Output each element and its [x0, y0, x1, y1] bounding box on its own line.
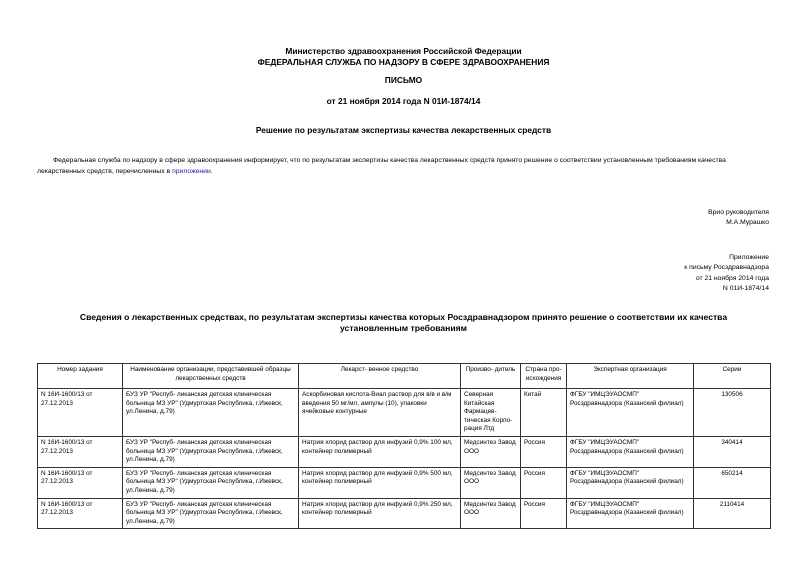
cell-drug: Натрия хлорид раствор для инфузий 0,9% 250 мл, контейнер полимерный	[299, 498, 461, 529]
cell-drug: Натрия хлорид раствор для инфузий 0,9% 100 мл, контейнер полимерный	[299, 436, 461, 467]
appendix-line: от 21 ноября 2014 года	[695, 274, 769, 282]
col-header-series: Серии	[694, 364, 771, 389]
cell-drug: Аскорбиновая кислота-Виал раствор для в/в и в/м введения 50 мг/мл, ампулы (10), упаковки ячейковые контурные	[299, 389, 461, 437]
document-subject: Решение по результатам экспертизы качества лекарственных средств	[255, 125, 552, 135]
table-row	[38, 467, 771, 498]
cell-task: N 16И-1600/13 от 27.12.2013	[38, 498, 123, 529]
cell-org: БУЗ УР "Респуб- ликанская детская клиническая больница МЗ УР" (Удмуртская Республика, г.Ижевск, ул.Ленина, д.79)	[123, 436, 299, 467]
col-header-org: Наименование организации, представившей образцы лекарственных средств	[123, 364, 299, 389]
col-header-task: Номер задания	[38, 364, 123, 389]
cell-org: БУЗ УР "Респуб- ликанская детская клиническая больница МЗ УР" (Удмуртская Республика, г.Ижевск, ул.Ленина, д.79)	[123, 389, 299, 437]
cell-task: N 16И-1600/13 от 27.12.2013	[38, 389, 123, 437]
service-title: ФЕДЕРАЛЬНАЯ СЛУЖБА ПО НАДЗОРУ В СФЕРЕ ЗДРАВООХРАНЕНИЯ	[257, 56, 550, 67]
table-row	[38, 436, 771, 467]
col-header-maker: Произво- дитель	[461, 364, 521, 389]
appendix-link[interactable]: приложении	[172, 168, 211, 175]
table-row	[38, 389, 771, 437]
cell-org: БУЗ УР "Респуб- ликанская детская клиническая больница МЗ УР" (Удмуртская Республика, г.Ижевск, ул.Ленина, д.79)	[123, 467, 299, 498]
cell-expert: ФГБУ "ИМЦЭУАОСМП" Росздравнадзора (Казанский филиал)	[567, 498, 694, 529]
cell-country: Россия	[521, 436, 567, 467]
col-header-drug: Лекарст- венное средство	[299, 364, 461, 389]
ministry-title: Министерство здравоохранения Российской Федерации	[285, 46, 522, 56]
drug-table	[37, 363, 771, 529]
cell-maker: Северная Китайская Фармацев- тическая Корпо- рация Лтд	[461, 389, 521, 437]
col-header-country: Страна про- исхождения	[521, 364, 567, 389]
cell-country: Россия	[521, 498, 567, 529]
signature-position: Врио руководителя	[708, 209, 769, 216]
appendix-line: к письму Росздравнадзора	[684, 264, 769, 272]
cell-maker: Медсинтез Завод ООО	[461, 436, 521, 467]
cell-maker: Медсинтез Завод ООО	[461, 498, 521, 529]
cell-task: N 16И-1600/13 от 27.12.2013	[38, 436, 123, 467]
cell-expert: ФГБУ "ИМЦЭУАОСМП" Росздравнадзора (Казанский филиал)	[567, 436, 694, 467]
document-date-number: от 21 ноября 2014 года N 01И-1874/14	[326, 96, 481, 106]
appendix-line: N 01И-1874/14	[722, 284, 769, 292]
document-type: ПИСЬМО	[384, 75, 423, 85]
table-title-line1: Сведения о лекарственных средствах, по результатам экспертизы качества которых Росздравнадзором принято решение о соответствии их качества	[79, 312, 728, 322]
table-header-row	[38, 364, 771, 389]
cell-expert: ФГБУ "ИМЦЭУАОСМП" Росздравнадзора (Казанский филиал)	[567, 389, 694, 437]
cell-country: Китай	[521, 389, 567, 437]
body-paragraph	[37, 155, 770, 177]
signature-name: М.А.Мурашко	[726, 219, 769, 227]
signature-block	[708, 208, 769, 229]
cell-series: 650214	[694, 467, 771, 498]
cell-series: 2110414	[694, 498, 771, 529]
cell-org: БУЗ УР "Респуб- ликанская детская клиническая больница МЗ УР" (Удмуртская Республика, г.Ижевск, ул.Ленина, д.79)	[123, 498, 299, 529]
appendix-line: Приложение	[729, 254, 769, 261]
col-header-expert: Экспертная организация	[567, 364, 694, 389]
table-title-line2: установленным требованиям	[339, 323, 467, 333]
cell-drug: Натрия хлорид раствор для инфузий 0,9% 500 мл, контейнер полимерный	[299, 467, 461, 498]
cell-country: Россия	[521, 467, 567, 498]
cell-series: 130506	[694, 389, 771, 437]
body-text: Федеральная служба по надзору в сфере здравоохранения информирует, что по результатам экспертизы качества лекарственных средств принято решение о соответствии установленным требованиям качества лекарственных средств, перечисленных в	[37, 157, 726, 175]
appendix-block	[684, 253, 769, 294]
cell-expert: ФГБУ "ИМЦЭУАОСМП" Росздравнадзора (Казанский филиал)	[567, 467, 694, 498]
table-row	[38, 498, 771, 529]
cell-series: 340414	[694, 436, 771, 467]
body-text-end: .	[210, 168, 213, 175]
cell-maker: Медсинтез Завод ООО	[461, 467, 521, 498]
cell-task: N 16И-1600/13 от 27.12.2013	[38, 467, 123, 498]
